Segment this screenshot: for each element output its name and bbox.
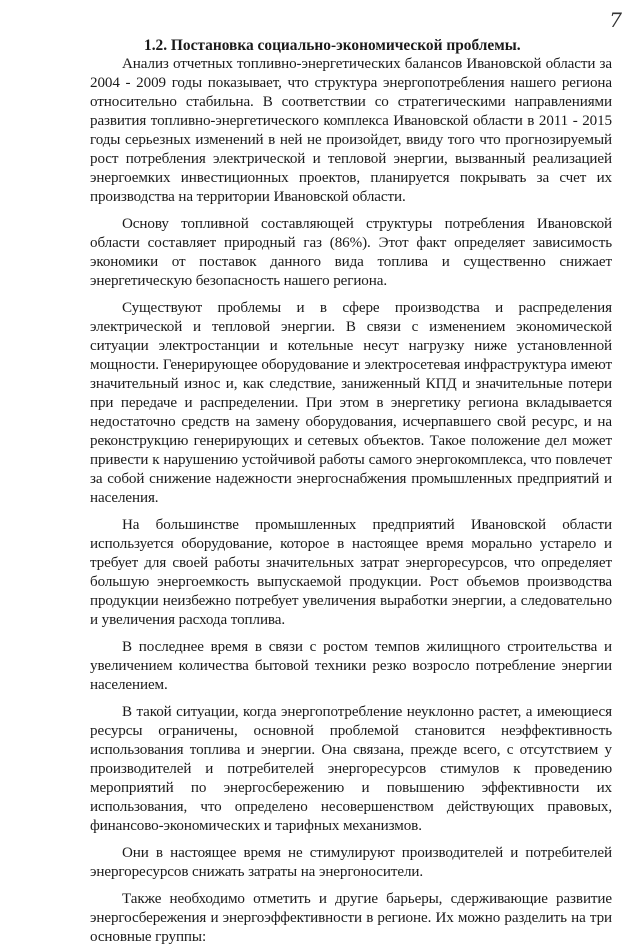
paragraph: В такой ситуации, когда энергопотребление неуклонно растет, а имеющиеся ресурсы ограничены, основной проблемой становится неэффективность использования топлива и энергии. Она связана, прежде всего, с отсутствием у производителей и потребителей энергоресурсов стимулов к проведению мероприятий по энергосбережению и повышению эффективности их использования, что определено несовершенством действующих правовых, финансово-экономических и тарифных механизмов.	[90, 704, 612, 834]
section-heading: 1.2. Постановка социально-экономической проблемы.	[144, 37, 521, 54]
paragraph: Также необходимо отметить и другие барьеры, сдерживающие развитие энергосбережения и энергоэффективности в регионе. Их можно разделить на три основные группы:	[90, 891, 612, 945]
paragraph: Они в настоящее время не стимулируют производителей и потребителей энергоресурсов снижать затраты на энергоносители.	[90, 845, 612, 880]
paragraph: Основу топливной составляющей структуры потребления Ивановской области составляет природный газ (86%). Этот факт определяет зависимость экономики от поставок данного вида топлива и существенно снижает энергетическую безопасность нашего региона.	[90, 216, 612, 289]
paragraph: Существуют проблемы и в сфере производства и распределения электрической и тепловой энергии. В связи с изменением экономической ситуации электростанции и котельные несут нагрузку ниже установленной мощности. Генерирующее оборудование и электросетевая инфраструктура имеют значительный износ и, как следствие, заниженный КПД и значительные потери при передаче и распределении. При этом в энергетику региона вкладывается недостаточно средств на замену оборудования, исчерпавшего свой ресурс, и на реконструкцию генерирующих и сетевых объектов. Такое положение дел может привести к нарушению устойчивой работы самого энергокомплекса, что повлечет за собой снижение надежности энергоснабжения промышленных предприятий и населения.	[90, 300, 612, 506]
paragraph: На большинстве промышленных предприятий Ивановской области используется оборудование, которое в настоящее время морально устарело и требует для своей работы значительных затрат энергоресурсов, что определяет большую энергоемкость выпускаемой продукции. Рост объемов производства продукции неизбежно потребует увеличения выработки энергии, а следовательно и увеличения расхода топлива.	[90, 517, 612, 628]
paragraph: В последнее время в связи с ростом темпов жилищного строительства и увеличением количества бытовой техники резко возросло потребление энергии населением.	[90, 639, 612, 693]
page-number: 7	[609, 8, 622, 32]
paragraph: Анализ отчетных топливно-энергетических балансов Ивановской области за 2004 - 2009 годы показывает, что структура энергопотребления нашего региона относительно стабильна. В соответствии со стратегическими направлениями развития топливно-энергетического комплекса Ивановской области в 2011 - 2015 годы серьезных изменений в ней не произойдет, ввиду того что прогнозируемый рост потребления электрической и тепловой энергии, вызванный реализацией энергоемких инвестиционных проектов, планируется покрывать за счет их производства на территории Ивановской области.	[90, 56, 612, 205]
